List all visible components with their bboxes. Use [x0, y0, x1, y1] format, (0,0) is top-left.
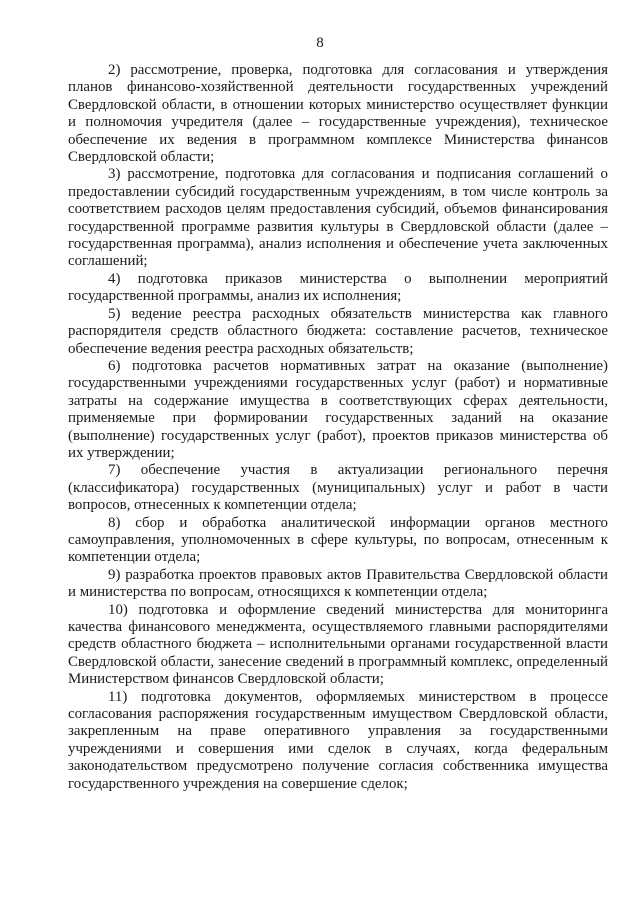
paragraph-item-3: 3) рассмотрение, подготовка для согласования и подписания соглашений о предоставлении субсидий государственным учреждениям, в том числе контроль за соответствием расходов целям предоставления субсидий, объемов финансирования государственной программе развития культуры в Свердловской области (далее – государственная программа), анализ исполнения и обеспечение учета заключенных соглашений;	[68, 166, 608, 270]
paragraph-item-9: 9) разработка проектов правовых актов Правительства Свердловской области и министерства по вопросам, относящихся к компетенции отдела;	[68, 566, 608, 601]
paragraph-item-10: 10) подготовка и оформление сведений министерства для мониторинга качества финансового менеджмента, осуществляемого главными распорядителями средств областного бюджета – исполнительными органами государственной власти Свердловской области, занесение сведений в программный комплекс, определенный Министерством финансов Свердловской области;	[68, 601, 608, 688]
paragraph-item-8: 8) сбор и обработка аналитической информации органов местного самоуправления, уполномоченных в сфере культуры, по вопросам, отнесенным к компетенции отдела;	[68, 514, 608, 566]
paragraph-item-11: 11) подготовка документов, оформляемых министерством в процессе согласования распоряжения государственным имуществом Свердловской области, закрепленным на праве оперативного управления за государственными учреждениями и совершения ими сделок в случаях, когда федеральным законодательством предусмотрено получение согласия собственника имущества государственного учреждения на совершение сделок;	[68, 688, 608, 792]
paragraph-item-7: 7) обеспечение участия в актуализации регионального перечня (классификатора) государственных (муниципальных) услуг и работ в части вопросов, отнесенных к компетенции отдела;	[68, 462, 608, 514]
paragraph-item-5: 5) ведение реестра расходных обязательств министерства как главного распорядителя средств областного бюджета: составление расчетов, техническое обеспечение ведения реестра расходных обязательств;	[68, 305, 608, 357]
paragraph-item-6: 6) подготовка расчетов нормативных затрат на оказание (выполнение) государственными учреждениями государственных услуг (работ) и нормативные затраты на содержание имущества в соответствующих сферах деятельности, применяемые при формировании государственных заданий на оказание (выполнение) государственных услуг (работ), проектов приказов министерства об их утверждении;	[68, 357, 608, 461]
paragraph-item-2: 2) рассмотрение, проверка, подготовка для согласования и утверждения планов финансово-хозяйственной деятельности государственных учреждений Свердловской области, в отношении которых министерство осуществляет функции и полномочия учредителя (далее – государственные учреждения), техническое обеспечение их ведения в программном комплексе Министерства финансов Свердловской области;	[68, 62, 608, 166]
document-body	[68, 62, 608, 793]
paragraph-item-4: 4) подготовка приказов министерства о выполнении мероприятий государственной программы, анализ их исполнения;	[68, 270, 608, 305]
page-number: 8	[316, 35, 324, 51]
